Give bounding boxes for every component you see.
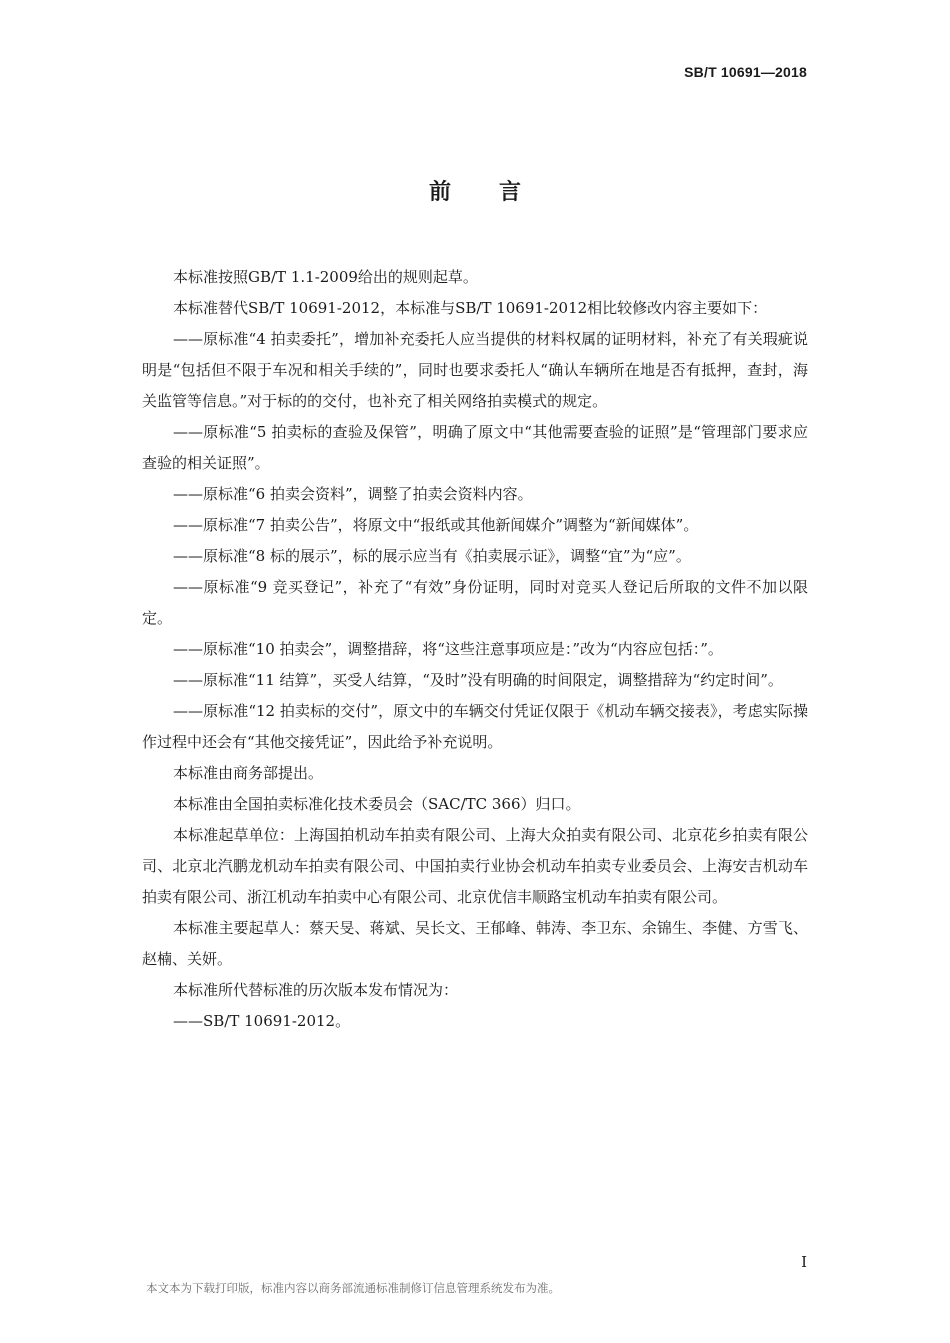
- standard-code: SB/T 10691—2018: [684, 64, 807, 80]
- change-item-9: ——原标准“9 竞买登记”，补充了“有效”身份证明，同时对竞买人登记后所取的文件不加以限定。: [142, 578, 808, 627]
- paragraph-committee: 本标准由全国拍卖标准化技术委员会（SAC/TC 366）归口。: [173, 795, 581, 813]
- paragraph-drafting-units: 本标准起草单位：上海国拍机动车拍卖有限公司、上海大众拍卖有限公司、北京花乡拍卖有限公司、北京北汽鹏龙机动车拍卖有限公司、中国拍卖行业协会机动车拍卖专业委员会、上海安吉机动车拍卖有限公司、浙江机动车拍卖中心有限公司、北京优信丰顺路宝机动车拍卖有限公司。: [142, 826, 808, 906]
- change-item-8: ——原标准“8 标的展示”，标的展示应当有《拍卖展示证》，调整“宜”为“应”。: [173, 547, 691, 565]
- footer-note: 本文本为下载打印版，标准内容以商务部流通标准制修订信息管理系统发布为准。: [146, 1281, 560, 1295]
- change-item-7: ——原标准“7 拍卖公告”，将原文中“报纸或其他新闻媒介”调整为“新闻媒体”。: [173, 516, 699, 534]
- paragraph-replacement: 本标准替代SB/T 10691-2012，本标准与SB/T 10691-2012相比较修改内容主要如下：: [173, 299, 768, 317]
- change-item-4: ——原标准“4 拍卖委托”，增加补充委托人应当提供的材料权属的证明材料，补充了有关瑕疵说明是“包括但不限于车况和相关手续的”，同时也要求委托人“确认车辆所在地是否有抵押，查封，海关监管等信息。”对于标的的交付，也补充了相关网络拍卖模式的规定。: [142, 330, 808, 410]
- paragraph-history-item: ——SB/T 10691-2012。: [173, 1012, 351, 1030]
- change-item-6: ——原标准“6 拍卖会资料”，调整了拍卖会资料内容。: [173, 485, 533, 503]
- foreword-body: [142, 262, 808, 1037]
- paragraph-history-intro: 本标准所代替标准的历次版本发布情况为：: [173, 981, 459, 999]
- paragraph-proposer: 本标准由商务部提出。: [173, 764, 324, 782]
- page-number: I: [801, 1253, 807, 1271]
- change-item-10: ——原标准“10 拍卖会”，调整措辞，将“这些注意事项应是：”改为“内容应包括：”。: [173, 640, 723, 658]
- change-item-5: ——原标准“5 拍卖标的查验及保管”，明确了原文中“其他需要查验的证照”是“管理部门要求应查验的相关证照”。: [142, 423, 808, 472]
- change-item-12: ——原标准“12 拍卖标的交付”，原文中的车辆交付凭证仅限于《机动车辆交接表》，考虑实际操作过程中还会有“其他交接凭证”，因此给予补充说明。: [142, 702, 808, 751]
- change-item-11: ——原标准“11 结算”，买受人结算，“及时”没有明确的时间限定，调整措辞为“约定时间”。: [173, 671, 783, 689]
- page-title: 前言: [428, 180, 569, 205]
- paragraph-drafters: 本标准主要起草人：蔡天旻、蒋斌、吴长文、王郁峰、韩涛、李卫东、余锦生、李健、方雪飞、赵楠、关妍。: [142, 919, 808, 968]
- paragraph-drafting-rules: 本标准按照GB/T 1.1-2009给出的规则起草。: [173, 268, 478, 286]
